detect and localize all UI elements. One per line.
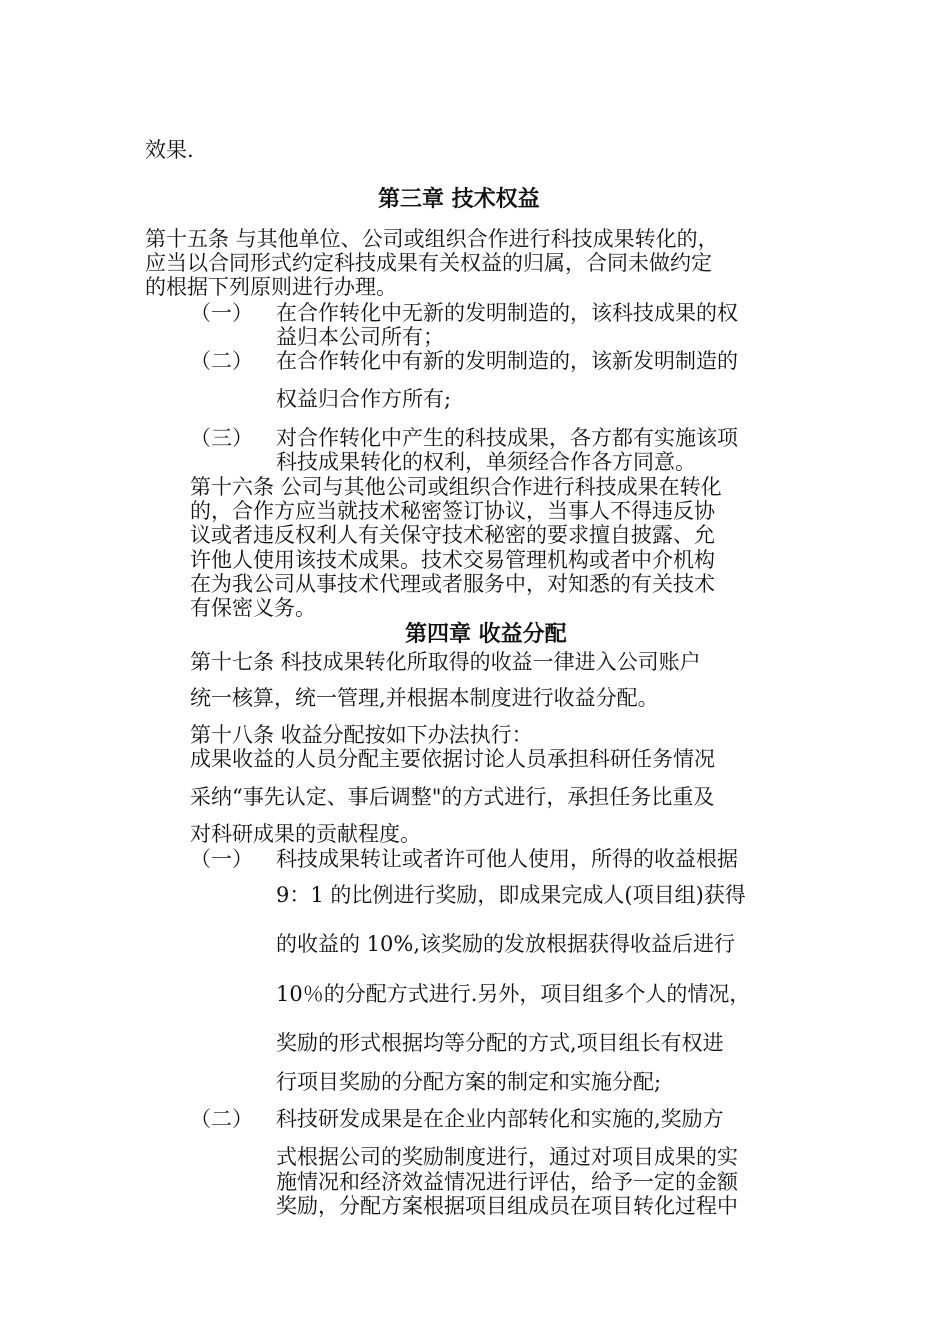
item-line: 行项目奖励的分配方案的制定和实施分配;: [276, 1070, 662, 1094]
item-line: 在合作转化中有新的发明制造的，该新发明制造的: [276, 349, 738, 373]
item-number: （三）: [190, 426, 253, 450]
item-line: 在合作转化中无新的发明制造的，该科技成果的权: [276, 301, 738, 325]
article-16-line: 的，合作方应当就技术秘密签订协议，当事人不得违反协: [190, 499, 715, 523]
item-line: 9：1 的比例进行奖励，即成果完成人(项目组)获得: [276, 883, 746, 907]
text-line: 效果.: [145, 138, 194, 162]
article-18-line: 对科研成果的贡献程度。: [190, 822, 421, 846]
item-line: 科技成果转化的权利，单须经合作各方同意。: [276, 450, 696, 474]
item-line: 10％的分配方式进行.另外，项目组多个人的情况，: [276, 982, 751, 1006]
item-line: 科技研发成果是在企业内部转化和实施的,奖励方: [276, 1107, 724, 1131]
article-16-line: 有保密义务。: [190, 596, 316, 620]
item-line: 对合作转化中产生的科技成果，各方都有实施该项: [276, 426, 738, 450]
item-number: （一）: [190, 847, 253, 871]
item-line: 益归本公司所有；: [276, 325, 444, 349]
article-18-line: 成果收益的人员分配主要依据讨论人员承担科研任务情况: [190, 747, 715, 771]
chapter-heading-3: 第三章 技术权益: [378, 187, 540, 212]
article-16-line: 第十六条 公司与其他公司或组织合作进行科技成果在转化: [190, 475, 722, 499]
item-number: （一）: [190, 301, 253, 325]
item-line: 权益归合作方所有;: [276, 387, 452, 411]
article-15-line: 的根据下列原则进行办理。: [145, 275, 397, 299]
article-16-line: 在为我公司从事技术代理或者服务中，对知悉的有关技术: [190, 572, 715, 596]
item-line: 奖励的形式根据均等分配的方式,项目组长有权进: [276, 1031, 724, 1055]
article-17-line: 第十七条 科技成果转化所取得的收益一律进入公司账户: [190, 650, 701, 674]
item-line: 奖励，分配方案根据项目组成员在项目转化过程中: [276, 1194, 738, 1218]
item-line: 科技成果转让或者许可他人使用，所得的收益根据: [276, 847, 738, 871]
article-15-line: 第十五条 与其他单位、公司或组织合作进行科技成果转化的，: [145, 227, 719, 251]
article-15-line: 应当以合同形式约定科技成果有关权益的归属，合同未做约定: [145, 251, 712, 275]
article-16-line: 许他人使用该技术成果。技术交易管理机构或者中介机构: [190, 548, 715, 572]
item-number: （二）: [190, 349, 253, 373]
article-16-line: 议或者违反权利人有关保守技术秘密的要求擅自披露、允: [190, 523, 715, 547]
item-line: 的收益的 10%,该奖励的发放根据获得收益后进行: [276, 932, 736, 956]
item-line: 式根据公司的奖励制度进行，通过对项目成果的实: [276, 1145, 738, 1169]
article-17-line: 统一核算，统一管理,并根据本制度进行收益分配。: [190, 686, 659, 710]
chapter-heading-4: 第四章 收益分配: [405, 622, 567, 647]
item-number: （二）: [190, 1107, 253, 1131]
item-line: 施情况和经济效益情况进行评估，给予一定的金额: [276, 1170, 738, 1194]
article-18-line: 第十八条 收益分配按如下办法执行：: [190, 723, 533, 747]
article-18-line: 采纳“事先认定、事后调整"的方式进行，承担任务比重及: [190, 785, 715, 809]
